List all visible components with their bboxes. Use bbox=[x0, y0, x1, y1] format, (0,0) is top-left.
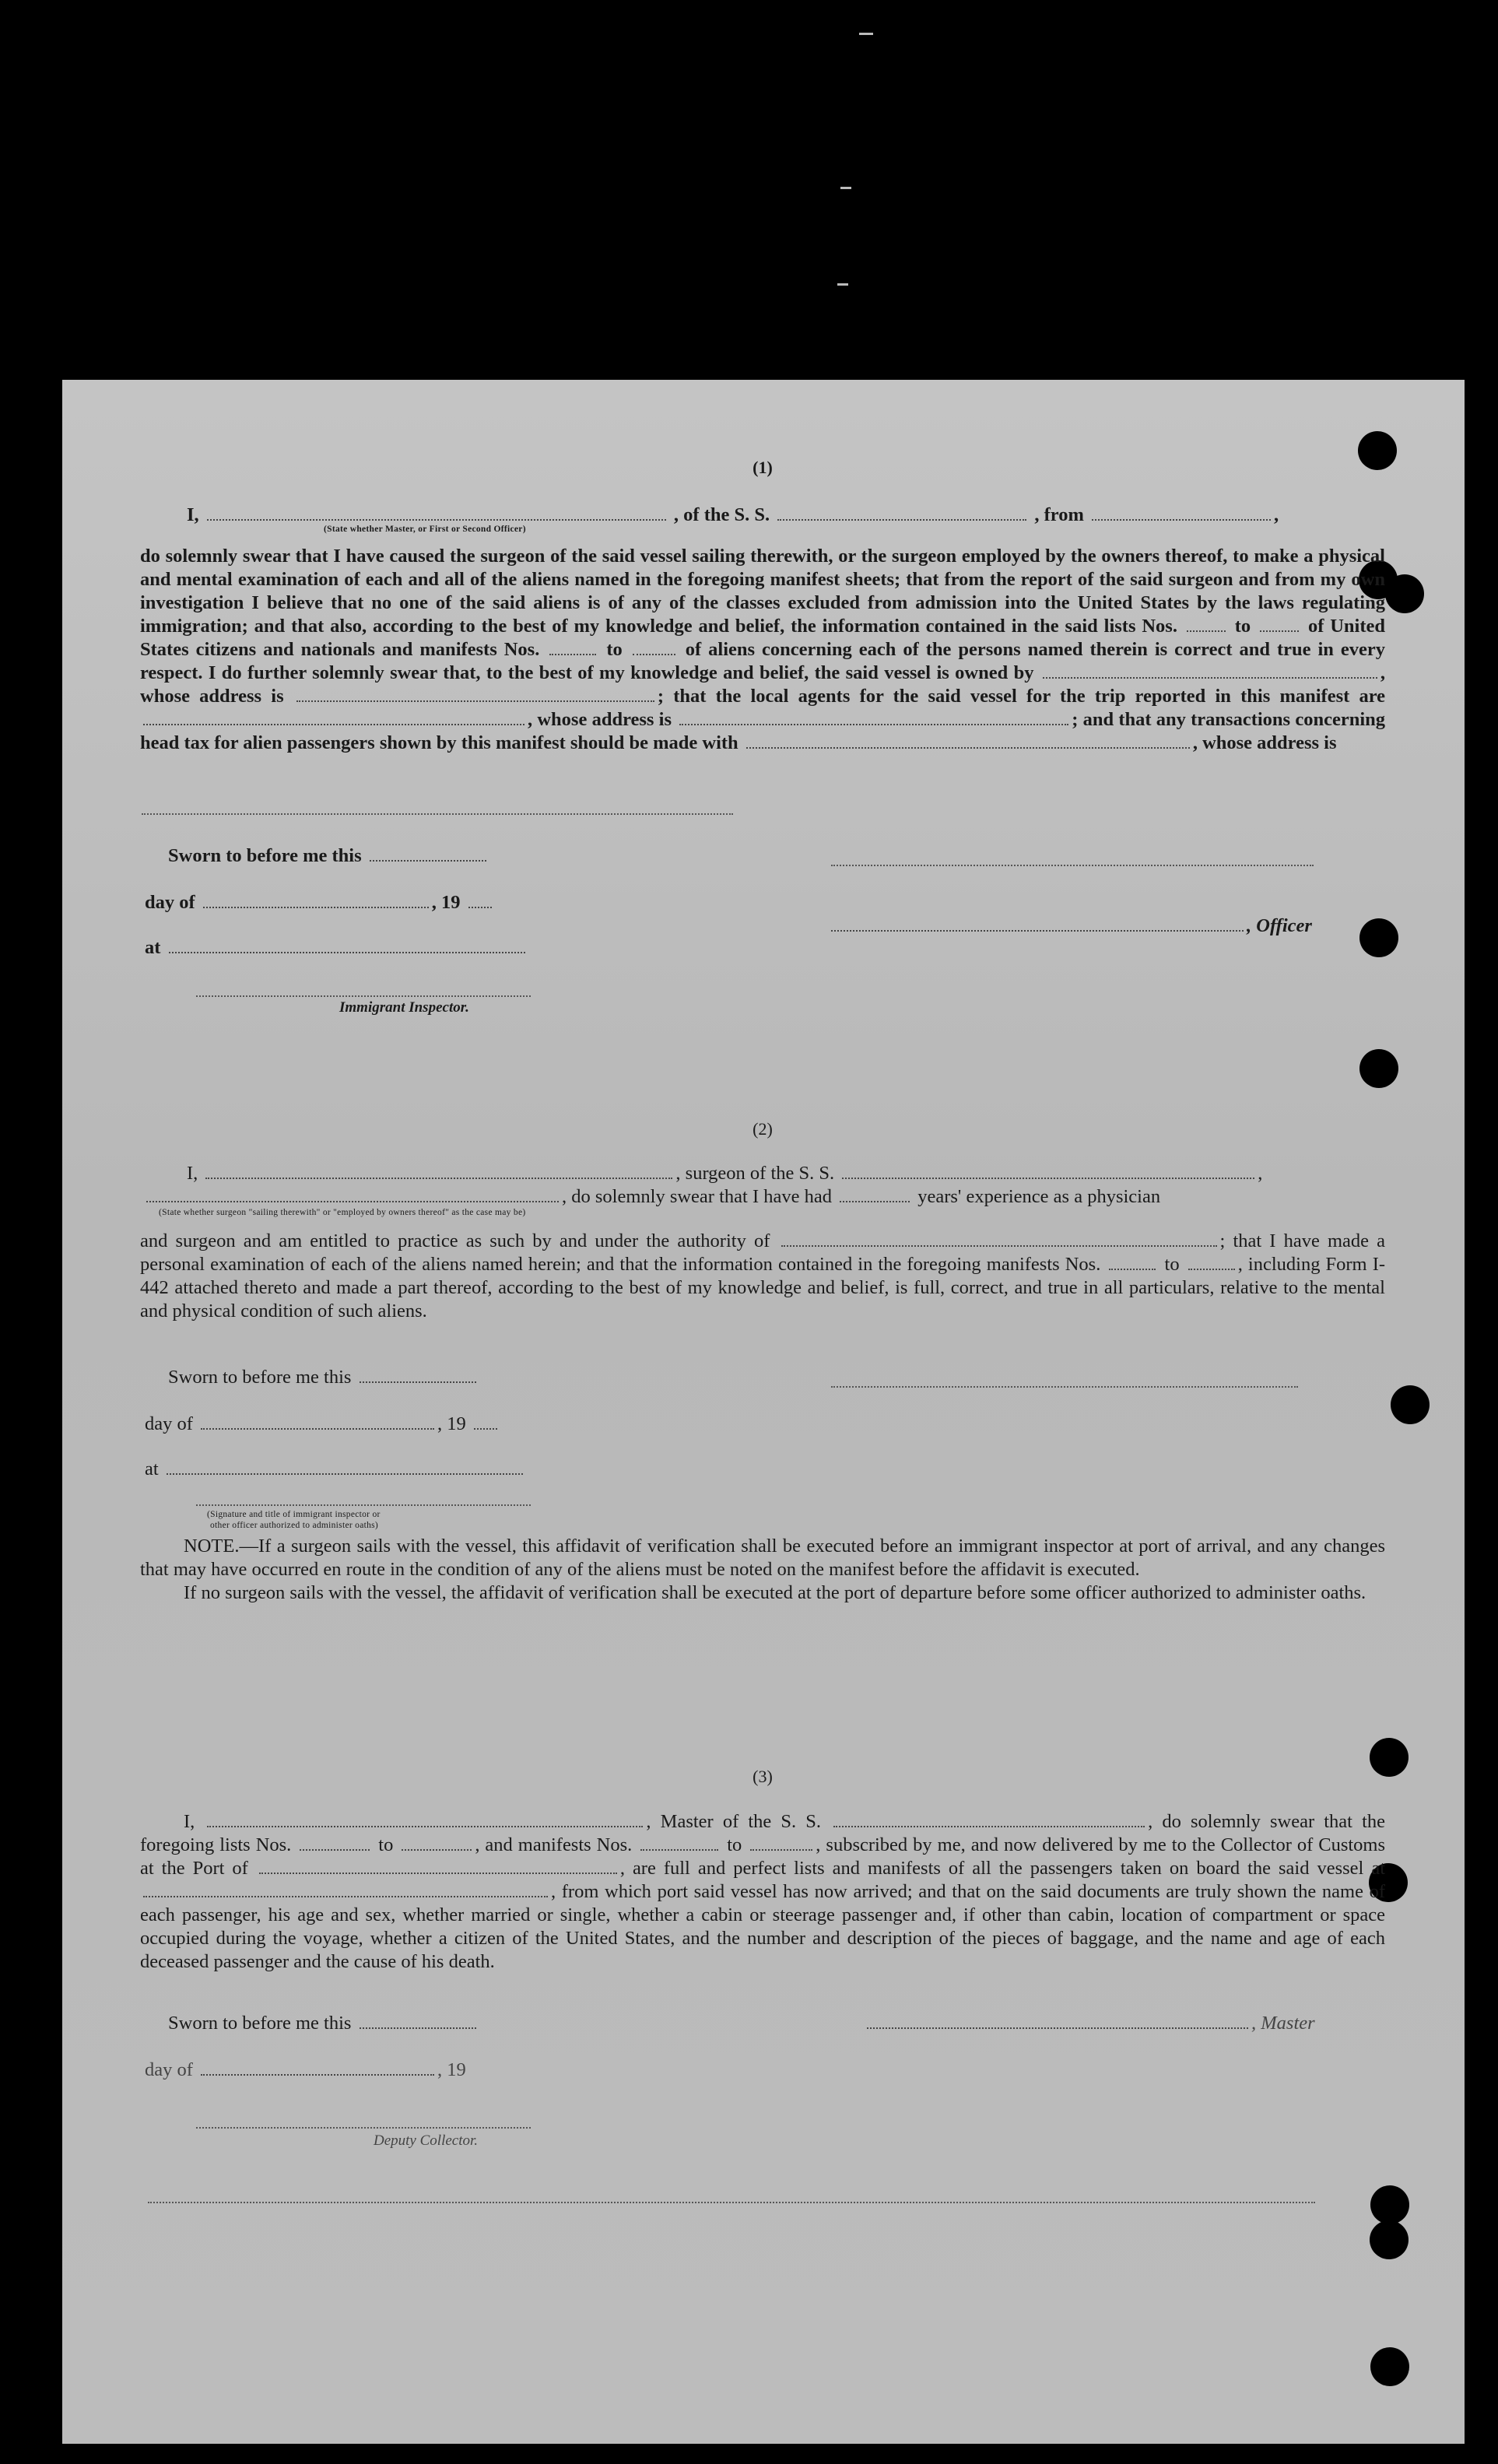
address-line[interactable] bbox=[142, 813, 733, 815]
sworn-3: Sworn to before me this bbox=[168, 2013, 479, 2034]
punch-hole bbox=[1359, 1049, 1398, 1088]
master-vessel-field[interactable] bbox=[833, 1825, 1145, 1827]
surgeon-name-field[interactable] bbox=[205, 1177, 672, 1179]
punch-hole bbox=[1385, 574, 1424, 613]
section-1-oath: do solemnly swear that I have caused the surgeon of the said vessel sailing therewith, or the surgeon employed by the owners thereof, to make a physical and mental examination of each and all of the aliens named in the foregoing manifest sheets; that from the report of the said surgeon and from my own investigation I believe that no one of the said aliens is of any of the classes excluded from admission into the United States by the laws regulating immigration; and that also, according to the best of my knowledge and belief, the information contained in the said lists Nos. to of United States citizens and nationals and manifests Nos. to of aliens concerning each of the persons named therein is correct and true in every respect. I do further solemnly swear that, to the best of my knowledge and belief, the said vessel is owned by , whose address is ; that the local agents for the said vessel for the trip reported in this manifest are , whose address is ; and that any transactions concerning head tax for alien passengers shown by this manifest should be made with , whose address is bbox=[140, 546, 1386, 753]
place-field[interactable] bbox=[169, 951, 525, 953]
year-2-field[interactable] bbox=[474, 1427, 497, 1430]
headtax-field[interactable] bbox=[746, 746, 1190, 749]
section-1 bbox=[140, 458, 1385, 478]
section-2-heading: (2) bbox=[753, 1119, 773, 1139]
note-paragraph-2: If no surgeon sails with the vessel, the affidavit of verification shall be executed at the port of departure before some officer authorized to administer oaths. bbox=[184, 1582, 1366, 1603]
inspector-signature-line[interactable] bbox=[196, 995, 531, 997]
surgeon-manifests-to-field[interactable] bbox=[1188, 1268, 1235, 1270]
bottom-rule bbox=[148, 2201, 1315, 2203]
master-name-field[interactable] bbox=[207, 1825, 643, 1827]
lists-from-field[interactable] bbox=[1187, 630, 1226, 632]
punch-hole bbox=[1359, 918, 1398, 957]
authority-field[interactable] bbox=[781, 1244, 1217, 1247]
section-2-note bbox=[140, 1535, 1385, 1605]
manifests-to-field[interactable] bbox=[633, 653, 675, 655]
section-3-oath: I, , Master of the S. S. , do solemnly swear that the foregoing lists Nos. to , and manifests Nos. to , subscribed by me, and now delivered by me to the Collector of Customs at the Port of , are full and perfect lists and manifests of all the passengers taken on board the said vessel at , from which port said vessel has now arrived; and that on the said documents are truly shown the name of each passenger, his age and sex, whether married or single, whether a cabin or steerage passenger and, if other than cabin, location of compartment or space occupied during the voyage, whether a citizen of the United States, and the number and description of the pieces of baggage, and the name and age of each deceased passenger and the cause of his death. bbox=[140, 1811, 1386, 1972]
master-line: I, , of the S. S. , from , bbox=[187, 504, 1279, 525]
owner-field[interactable] bbox=[1043, 676, 1377, 679]
inspector-label: Immigrant Inspector. bbox=[339, 999, 469, 1016]
signature-note-2: other officer authorized to administer oaths) bbox=[210, 1521, 379, 1530]
vessel-field[interactable] bbox=[777, 518, 1026, 521]
section-2 bbox=[140, 1119, 1385, 1139]
officer-field[interactable] bbox=[831, 929, 1244, 932]
scan-artifact bbox=[840, 187, 851, 189]
manifests-nos-from-field[interactable] bbox=[640, 1848, 718, 1851]
month-2-field[interactable] bbox=[201, 1427, 434, 1430]
signature-note-1: (Signature and title of immigrant inspector or bbox=[207, 1510, 381, 1519]
official-signature-line[interactable] bbox=[196, 1504, 531, 1506]
experience-line: , do solemnly swear that I have had years' experience as a physician bbox=[143, 1186, 1160, 1208]
owner-address-field[interactable] bbox=[296, 700, 654, 702]
deputy-label: Deputy Collector. bbox=[374, 2132, 479, 2149]
punch-hole bbox=[1391, 1385, 1430, 1424]
place-2-field[interactable] bbox=[167, 1472, 523, 1475]
surgeon-manifests-from-field[interactable] bbox=[1109, 1268, 1156, 1270]
sworn-2: Sworn to before me this bbox=[168, 1367, 479, 1388]
note-paragraph-1: NOTE.—If a surgeon sails with the vessel, this affidavit of verification shall be executed before an immigrant inspector at port of arrival, and any changes that may have occurred en route in the condition of any of the aliens must be noted on the manifest before the affidavit is executed. bbox=[140, 1536, 1385, 1580]
year-field[interactable] bbox=[468, 906, 492, 908]
section-2-body bbox=[140, 1230, 1385, 1323]
surgeon-vessel-field[interactable] bbox=[842, 1177, 1254, 1179]
lists-nos-from-field[interactable] bbox=[300, 1848, 370, 1851]
section-3-body bbox=[140, 1810, 1385, 1974]
punch-hole bbox=[1370, 2347, 1409, 2386]
lists-to-field[interactable] bbox=[1260, 630, 1299, 632]
month-field[interactable] bbox=[203, 906, 429, 908]
from-field[interactable] bbox=[1092, 518, 1271, 521]
sworn-1: Sworn to before me this bbox=[168, 845, 489, 867]
master-signature-field[interactable] bbox=[867, 2027, 1248, 2029]
lists-nos-to-field[interactable] bbox=[402, 1848, 472, 1851]
manifests-from-field[interactable] bbox=[549, 653, 596, 655]
punch-hole bbox=[1370, 2185, 1409, 2224]
sworn-date-2-field[interactable] bbox=[360, 1381, 476, 1383]
manifests-nos-to-field[interactable] bbox=[750, 1848, 812, 1851]
scan-artifact bbox=[859, 33, 873, 35]
sworn-date-field[interactable] bbox=[370, 859, 486, 862]
port-field[interactable] bbox=[259, 1872, 617, 1874]
punch-hole bbox=[1370, 2220, 1409, 2259]
at-1: at bbox=[145, 937, 528, 959]
embarkation-field[interactable] bbox=[143, 1895, 548, 1897]
officer-note: (State whether Master, or First or Second Officer) bbox=[324, 525, 526, 534]
sworn-date-3-field[interactable] bbox=[360, 2027, 476, 2029]
dayof-1: day of , 19 bbox=[145, 892, 495, 914]
officer-signature-line[interactable] bbox=[831, 864, 1314, 866]
manifest-affidavit-page bbox=[62, 380, 1465, 2444]
surgeon-line: I, , surgeon of the S. S. , bbox=[187, 1163, 1263, 1184]
deputy-signature-line[interactable] bbox=[196, 2126, 531, 2129]
month-3-field[interactable] bbox=[201, 2073, 434, 2076]
section-1-body bbox=[140, 545, 1385, 755]
dayof-2: day of , 19 bbox=[145, 1413, 500, 1435]
name-field[interactable] bbox=[207, 518, 666, 521]
master-signature-line: , Master bbox=[864, 2013, 1315, 2034]
agents-address-field[interactable] bbox=[679, 723, 1068, 725]
section-1-heading: (1) bbox=[753, 458, 773, 477]
section-3-heading: (3) bbox=[753, 1767, 773, 1786]
years-field[interactable] bbox=[840, 1200, 910, 1202]
agents-field[interactable] bbox=[143, 723, 524, 725]
surgeon-signature-line[interactable] bbox=[831, 1385, 1298, 1388]
dayof-3: day of , 19 bbox=[145, 2059, 466, 2080]
scan-artifact bbox=[837, 283, 848, 286]
at-2: at bbox=[145, 1458, 526, 1480]
surgeon-type-note: (State whether surgeon "sailing therewith" or "employed by owners thereof" as the case may be) bbox=[159, 1208, 526, 1217]
section-2-oath: and surgeon and am entitled to practice as such by and under the authority of ; that I have made a personal examination of each of the aliens named herein; and that the information contained in the foregoing manifests Nos. to , including Form I-442 attached thereto and made a part thereof, according to the best of my knowledge and belief, is full, correct, and true in all particulars, relative to the mental and physical condition of such aliens. bbox=[140, 1230, 1386, 1322]
officer-line: , Officer bbox=[828, 915, 1312, 937]
section-3 bbox=[140, 1767, 1385, 1787]
surgeon-type-field[interactable] bbox=[146, 1200, 559, 1202]
